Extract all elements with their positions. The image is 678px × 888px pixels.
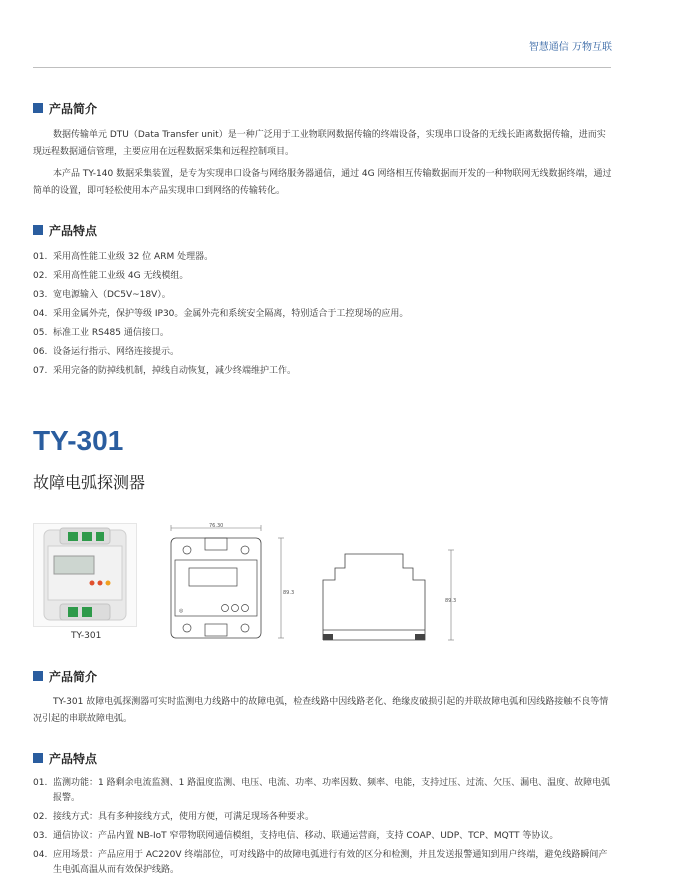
product-photo — [33, 523, 137, 627]
list-item: 06. 设备运行指示、网络连接提示。 — [33, 347, 180, 357]
side-dimension-drawing — [315, 540, 465, 650]
section-title-intro-ty301 — [33, 669, 97, 683]
list-item: 02. 采用高性能工业级 4G 无线模组。 — [33, 271, 189, 281]
section-marker-icon — [33, 225, 43, 235]
page-header-tagline: 智慧通信 万物互联 — [528, 42, 612, 53]
features-list-ty301 — [33, 776, 613, 878]
section-title-text: 产品简介 — [49, 101, 98, 116]
features-list-dtu — [33, 250, 613, 379]
icon-mark: ◎ — [179, 608, 184, 614]
list-item: 04. 应用场景：产品应用于 AC220V 终端部位，可对线路中的故障电弧进行有效的区分和检测，并且发送报警通知到用户终端，避免线路瞬间产生电弧高温从而有效保护线路。 — [33, 850, 608, 875]
section-marker-icon — [33, 753, 43, 763]
intro-paragraph-1: 数据传输单元 DTU（Data Transfer unit）是一种广泛用于工业物联网数据传输的终端设备，实现串口设备的无线长距离数据传输，进而实现远程数据通信管理，主要应用在远程数据采集和远程控制项目。 — [33, 130, 606, 157]
intro-paragraph-2: 本产品 TY-140 数据采集装置，是专为实现串口设备与网络服务器通信，通过 4G 网络相互传输数据而开发的一种物联网无线数据终端，通过简单的设置，即可轻松使用本产品实现串口到网络的传输转化。 — [33, 169, 612, 196]
list-item: 03. 通信协议：产品内置 NB-IoT 窄带物联网通信模组，支持电信、移动、联通运营商，支持 COAP、UDP、TCP、MQTT 等协议。 — [33, 831, 559, 841]
dim-width-label: 76.30 — [209, 523, 224, 529]
device-photo-illustration — [34, 524, 136, 626]
section-title-features-dtu — [33, 223, 97, 237]
product-name: 故障电弧探测器 — [33, 473, 146, 492]
section-title-text: 产品简介 — [49, 669, 98, 684]
section-title-intro-dtu — [33, 101, 97, 115]
photo-caption: TY-301 — [71, 631, 102, 641]
section-marker-icon — [33, 103, 43, 113]
intro-paragraph-ty301: TY-301 故障电弧探测器可实时监测电力线路中的故障电弧，检查线路中因线路老化、绝缘皮破损引起的并联故障电弧和因线路接触不良等情况引起的串联故障电弧。 — [33, 697, 609, 724]
section-title-text: 产品特点 — [49, 751, 98, 766]
front-dimension-drawing — [165, 520, 295, 645]
section-title-text: 产品特点 — [49, 223, 98, 238]
list-item: 01. 采用高性能工业级 32 位 ARM 处理器。 — [33, 252, 214, 262]
list-item: 05. 标准工业 RS485 通信接口。 — [33, 328, 169, 338]
product-code: TY-301 — [33, 425, 124, 456]
list-item: 07. 采用完备的防掉线机制，掉线自动恢复，减少终端维护工作。 — [33, 366, 297, 376]
section-title-features-ty301 — [33, 751, 97, 765]
list-item: 01. 监测功能：1 路剩余电流监测、1 路温度监测、电压、电流、功率、功率因数、频率、电能，支持过压、过流、欠压、漏电、温度、故障电弧报警。 — [33, 778, 611, 803]
list-item: 03. 宽电源输入（DC5V~18V）。 — [33, 290, 171, 300]
section-marker-icon — [33, 671, 43, 681]
header-divider — [33, 67, 611, 68]
dim-height-side-label: 89.3 — [445, 598, 457, 604]
list-item: 02. 接线方式：具有多种接线方式，使用方便，可满足现场各种要求。 — [33, 812, 315, 822]
list-item: 04. 采用金属外壳，保护等级 IP30。金属外壳和系统安全隔离，特别适合于工控现场的应用。 — [33, 309, 409, 319]
dim-height-label: 89.3 — [283, 590, 295, 596]
